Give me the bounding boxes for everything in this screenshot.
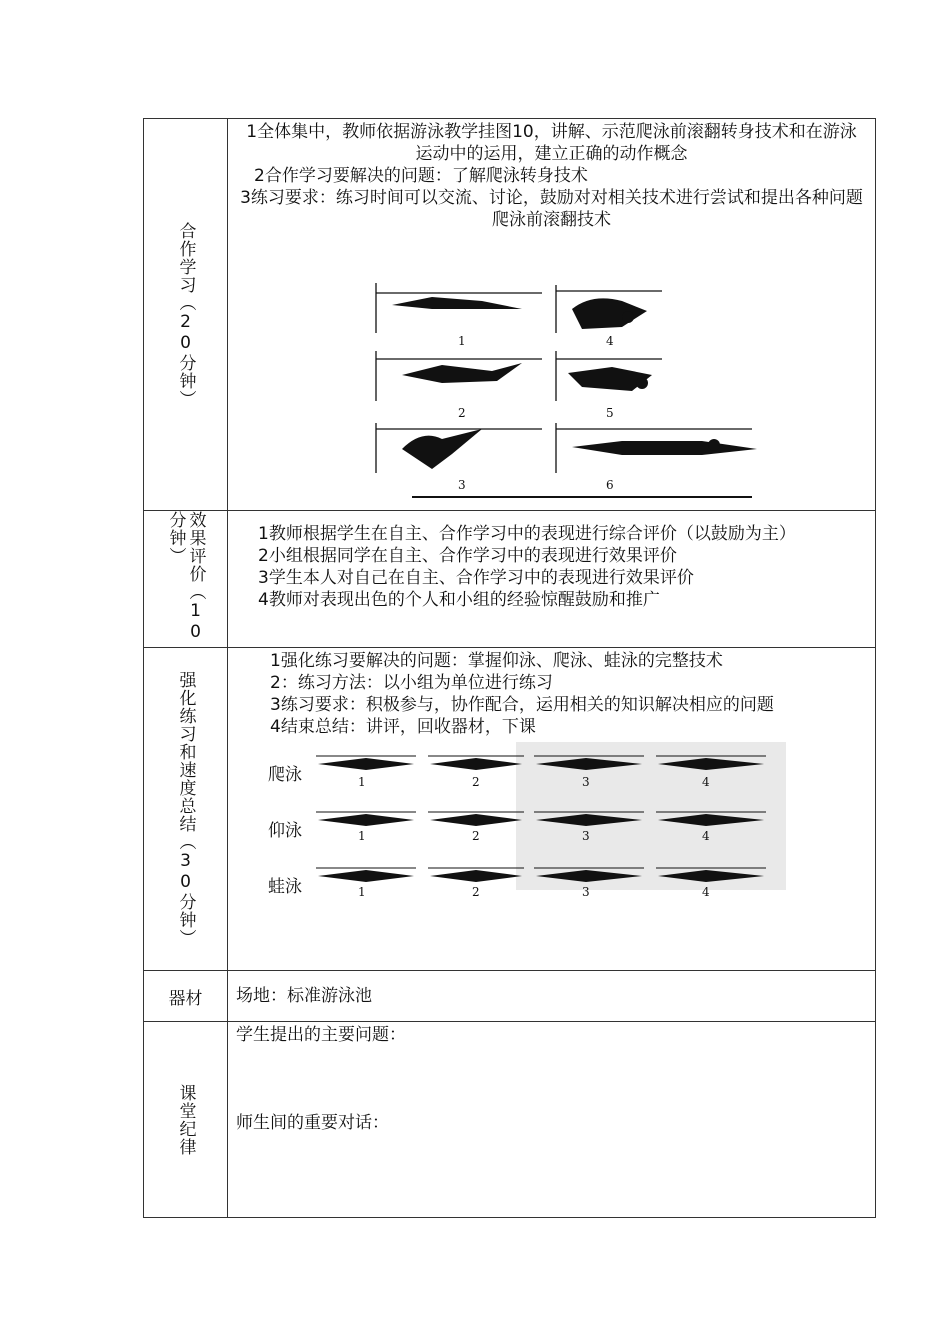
eval-item: 4教师对表现出色的个人和小组的经验惊醒鼓励和推广 bbox=[258, 590, 660, 610]
row-content bbox=[228, 119, 875, 510]
figure-num: 6 bbox=[606, 478, 614, 492]
swimmer-figure bbox=[318, 758, 414, 770]
row-label-text: 效果评价（10分钟） bbox=[165, 511, 206, 643]
eval-item: 3学生本人对自己在自主、合作学习中的表现进行效果评价 bbox=[258, 568, 694, 588]
question-field: 学生提出的主要问题： bbox=[236, 1025, 406, 1045]
eval-item: 2小组根据同学在自主、合作学习中的表现进行效果评价 bbox=[258, 546, 677, 566]
swimmer-trunks bbox=[650, 441, 672, 451]
row-label-text: 器材 bbox=[168, 988, 203, 1009]
practice-item: 1强化练习要解决的问题：掌握仰泳、爬泳、蛙泳的完整技术 bbox=[270, 651, 723, 671]
instruction-2: 2合作学习要解决的问题：了解爬泳转身技术 bbox=[254, 166, 588, 186]
row-label-text: 强化练习和速度总结（30分钟） bbox=[175, 671, 196, 947]
figure-num: 2 bbox=[458, 406, 466, 420]
figure-num: 4 bbox=[606, 334, 614, 348]
eval-item: 1教师根据学生在自主、合作学习中的表现进行综合评价（以鼓励为主） bbox=[258, 524, 796, 544]
frame-num: 3 bbox=[582, 775, 590, 789]
swimmer-figure bbox=[402, 429, 482, 469]
frame-num: 4 bbox=[702, 885, 710, 899]
instruction-1: 1全体集中，教师依据游泳教学挂图10，讲解、示范爬泳前滚翻转身技术和在游泳 bbox=[246, 122, 857, 142]
figure-num: 3 bbox=[458, 478, 466, 492]
swimmer-figure bbox=[572, 298, 647, 329]
row-content bbox=[228, 648, 875, 970]
row-equipment bbox=[144, 971, 875, 1022]
swimmer-trunks bbox=[454, 301, 474, 309]
row-content bbox=[228, 511, 875, 647]
swimmer-head bbox=[622, 311, 634, 323]
frame-num: 3 bbox=[582, 829, 590, 843]
row-label bbox=[144, 511, 228, 647]
stroke-label: 仰泳 bbox=[268, 821, 302, 841]
frame-num: 1 bbox=[358, 775, 366, 789]
stroke-label: 爬泳 bbox=[268, 765, 302, 785]
lesson-plan-table bbox=[143, 118, 876, 1218]
practice-item: 2：练习方法：以小组为单位进行练习 bbox=[270, 673, 553, 693]
row-label-text: 合作学习（20分钟） bbox=[175, 221, 196, 408]
frame-num: 1 bbox=[358, 885, 366, 899]
instruction-3: 3练习要求：练习时间可以交流、讨论，鼓励对对相关技术进行尝试和提出各种问题 bbox=[240, 188, 863, 208]
row-practice bbox=[144, 648, 875, 971]
equipment-text: 场地：标准游泳池 bbox=[236, 986, 372, 1006]
swimmer-trunks bbox=[460, 369, 476, 378]
dialogue-field: 师生间的重要对话： bbox=[236, 1113, 389, 1133]
instruction-1-cont: 运动中的运用，建立正确的动作概念 bbox=[415, 144, 688, 164]
stroke-label: 蛙泳 bbox=[268, 877, 302, 897]
swimmer-figure bbox=[318, 814, 414, 826]
swimmer-head bbox=[636, 377, 648, 389]
row-label bbox=[144, 119, 228, 510]
frame-num: 1 bbox=[358, 829, 366, 843]
swimmer-head bbox=[708, 439, 720, 451]
row-label bbox=[144, 971, 228, 1021]
row-content bbox=[228, 971, 875, 1021]
frame-num: 2 bbox=[472, 775, 480, 789]
figure-num: 5 bbox=[606, 406, 614, 420]
frame-num: 2 bbox=[472, 885, 480, 899]
frame-num: 3 bbox=[582, 885, 590, 899]
figure-num: 1 bbox=[458, 334, 466, 348]
row-label-text: 课堂纪律 bbox=[175, 1083, 196, 1156]
row-label bbox=[144, 1022, 228, 1217]
figure-title: 爬泳前滚翻技术 bbox=[492, 210, 611, 230]
frame-num: 4 bbox=[702, 775, 710, 789]
swimmer-trunks bbox=[420, 447, 434, 457]
row-label bbox=[144, 648, 228, 970]
frame-num: 2 bbox=[472, 829, 480, 843]
frame-num: 4 bbox=[702, 829, 710, 843]
practice-item: 4结束总结：讲评，回收器材，下课 bbox=[270, 717, 536, 737]
row-cooperative bbox=[144, 119, 875, 511]
flip-turn-figure bbox=[372, 279, 792, 505]
swimmer-figure bbox=[318, 870, 414, 882]
row-content bbox=[228, 1022, 875, 1217]
practice-item: 3练习要求：积极参与，协作配合，运用相关的知识解决相应的问题 bbox=[270, 695, 774, 715]
row-discipline bbox=[144, 1022, 875, 1217]
row-evaluation bbox=[144, 511, 875, 648]
strokes-figure bbox=[266, 742, 786, 900]
